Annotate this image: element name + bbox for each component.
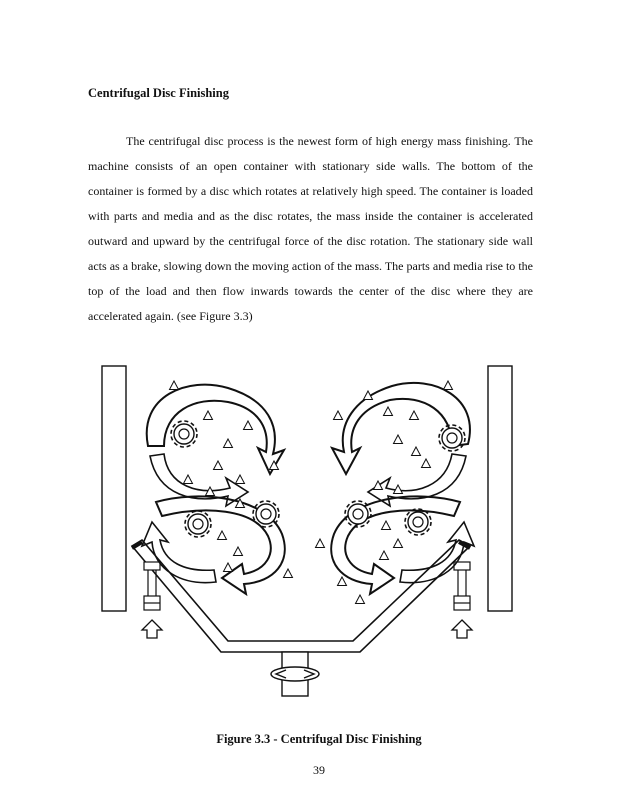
gear-part-icon [345, 501, 371, 527]
gear-part-icon [253, 501, 279, 527]
figure-caption: Figure 3.3 - Centrifugal Disc Finishing [216, 732, 422, 746]
left-media-flow [142, 385, 285, 594]
gear-part-icon [405, 509, 431, 535]
paragraph-text: The centrifugal disc process is the newest form of high energy mass finishing. The machine consists of an open container with stationary side walls. The bottom of the container is formed by a disc which rotates at relatively high speed. The container is loaded with parts and media and as the disc rotates, the mass inside the container is accelerated outward and upward by the centrifugal force of the disc rotation. The stationary side wall acts as a brake, slowing down the moving action of the mass. The parts and media rise to the top of the load and then flow inwards towards the center of the disc where they are accelerated again. (see Figure 3.3) [88, 134, 533, 323]
left-bearing [144, 562, 160, 610]
rotating-disc [132, 540, 470, 652]
page-number: 39 [313, 763, 325, 777]
figure-diagram [98, 356, 542, 704]
drive-shaft [271, 652, 319, 696]
right-up-arrow-icon [452, 620, 472, 638]
right-side-wall [488, 366, 512, 611]
left-up-arrow-icon [142, 620, 162, 638]
gear-part-icon [171, 421, 197, 447]
body-paragraph [88, 129, 533, 329]
left-side-wall [102, 366, 126, 611]
gear-part-icon [185, 511, 211, 537]
right-bearing [454, 562, 470, 610]
section-heading: Centrifugal Disc Finishing [88, 86, 229, 100]
centrifugal-disc-illustration [98, 356, 542, 704]
gear-part-icon [439, 425, 465, 451]
